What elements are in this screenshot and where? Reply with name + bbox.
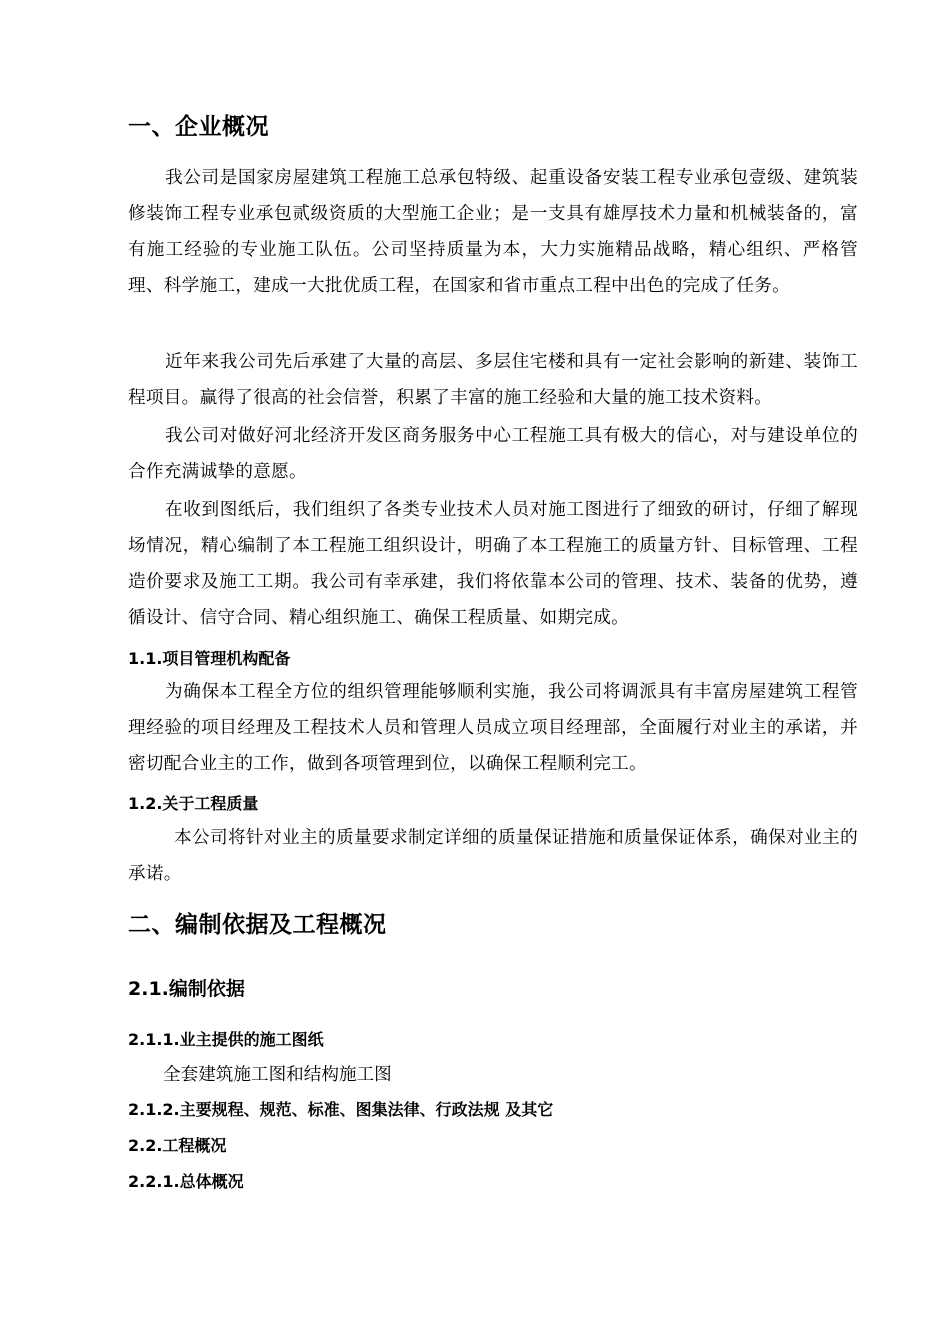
section-1-paragraph-4: 在收到图纸后，我们组织了各类专业技术人员对施工图进行了细致的研讨，仔细了解现场情况，精心编制了本工程施工组织设计，明确了本工程施工的质量方针、目标管理、工程造价要求及施工工期。我公司有幸承建，我们将依靠本公司的管理、技术、装备的优势，遵循设计、信守合同、精心组织施工、确保工程质量、如期完成。 [128, 500, 858, 628]
item-2-1-1-heading: 2.1.1.业主提供的施工图纸 [128, 1030, 324, 1049]
section-1-paragraph-1: 我公司是国家房屋建筑工程施工总承包特级、起重设备安装工程专业承包壹级、建筑装修装饰工程专业承包贰级资质的大型施工企业；是一支具有雄厚技术力量和机械装备的，富有施工经验的专业施工队伍。公司坚持质量为本，大力实施精品战略，精心组织、严格管理、科学施工，建成一大批优质工程，在国家和省市重点工程中出色的完成了任务。 [128, 168, 858, 296]
section-1-heading: 一、企业概况 [128, 114, 269, 140]
section-1-paragraph-2: 近年来我公司先后承建了大量的高层、多层住宅楼和具有一定社会影响的新建、装饰工程项目。赢得了很高的社会信誉，积累了丰富的施工经验和大量的施工技术资料。 [128, 352, 858, 408]
subsection-1-1-paragraph: 为确保本工程全方位的组织管理能够顺利实施，我公司将调派具有丰富房屋建筑工程管理经验的项目经理及工程技术人员和管理人员成立项目经理部，全面履行对业主的承诺，并密切配合业主的工作，做到各项管理到位，以确保工程顺利完工。 [128, 682, 858, 774]
item-2-1-2-heading: 2.1.2.主要规程、规范、标准、图集法律、行政法规 及其它 [128, 1100, 554, 1119]
subsection-2-1-heading: 2.1.编制依据 [128, 978, 245, 1000]
section-1-paragraph-3: 我公司对做好河北经济开发区商务服务中心工程施工具有极大的信心，对与建设单位的合作充满诚挚的意愿。 [128, 426, 858, 482]
item-2-1-1-text: 全套建筑施工图和结构施工图 [163, 1065, 392, 1085]
subsection-1-2-heading: 1.2.关于工程质量 [128, 794, 259, 813]
item-2-2-1-heading: 2.2.1.总体概况 [128, 1172, 244, 1191]
subsection-1-1-heading: 1.1.项目管理机构配备 [128, 649, 291, 668]
subsection-1-2-paragraph: 本公司将针对业主的质量要求制定详细的质量保证措施和质量保证体系，确保对业主的承诺。 [128, 828, 858, 884]
section-2-heading: 二、编制依据及工程概况 [128, 912, 387, 938]
subsection-2-2-heading: 2.2.工程概况 [128, 1136, 227, 1155]
